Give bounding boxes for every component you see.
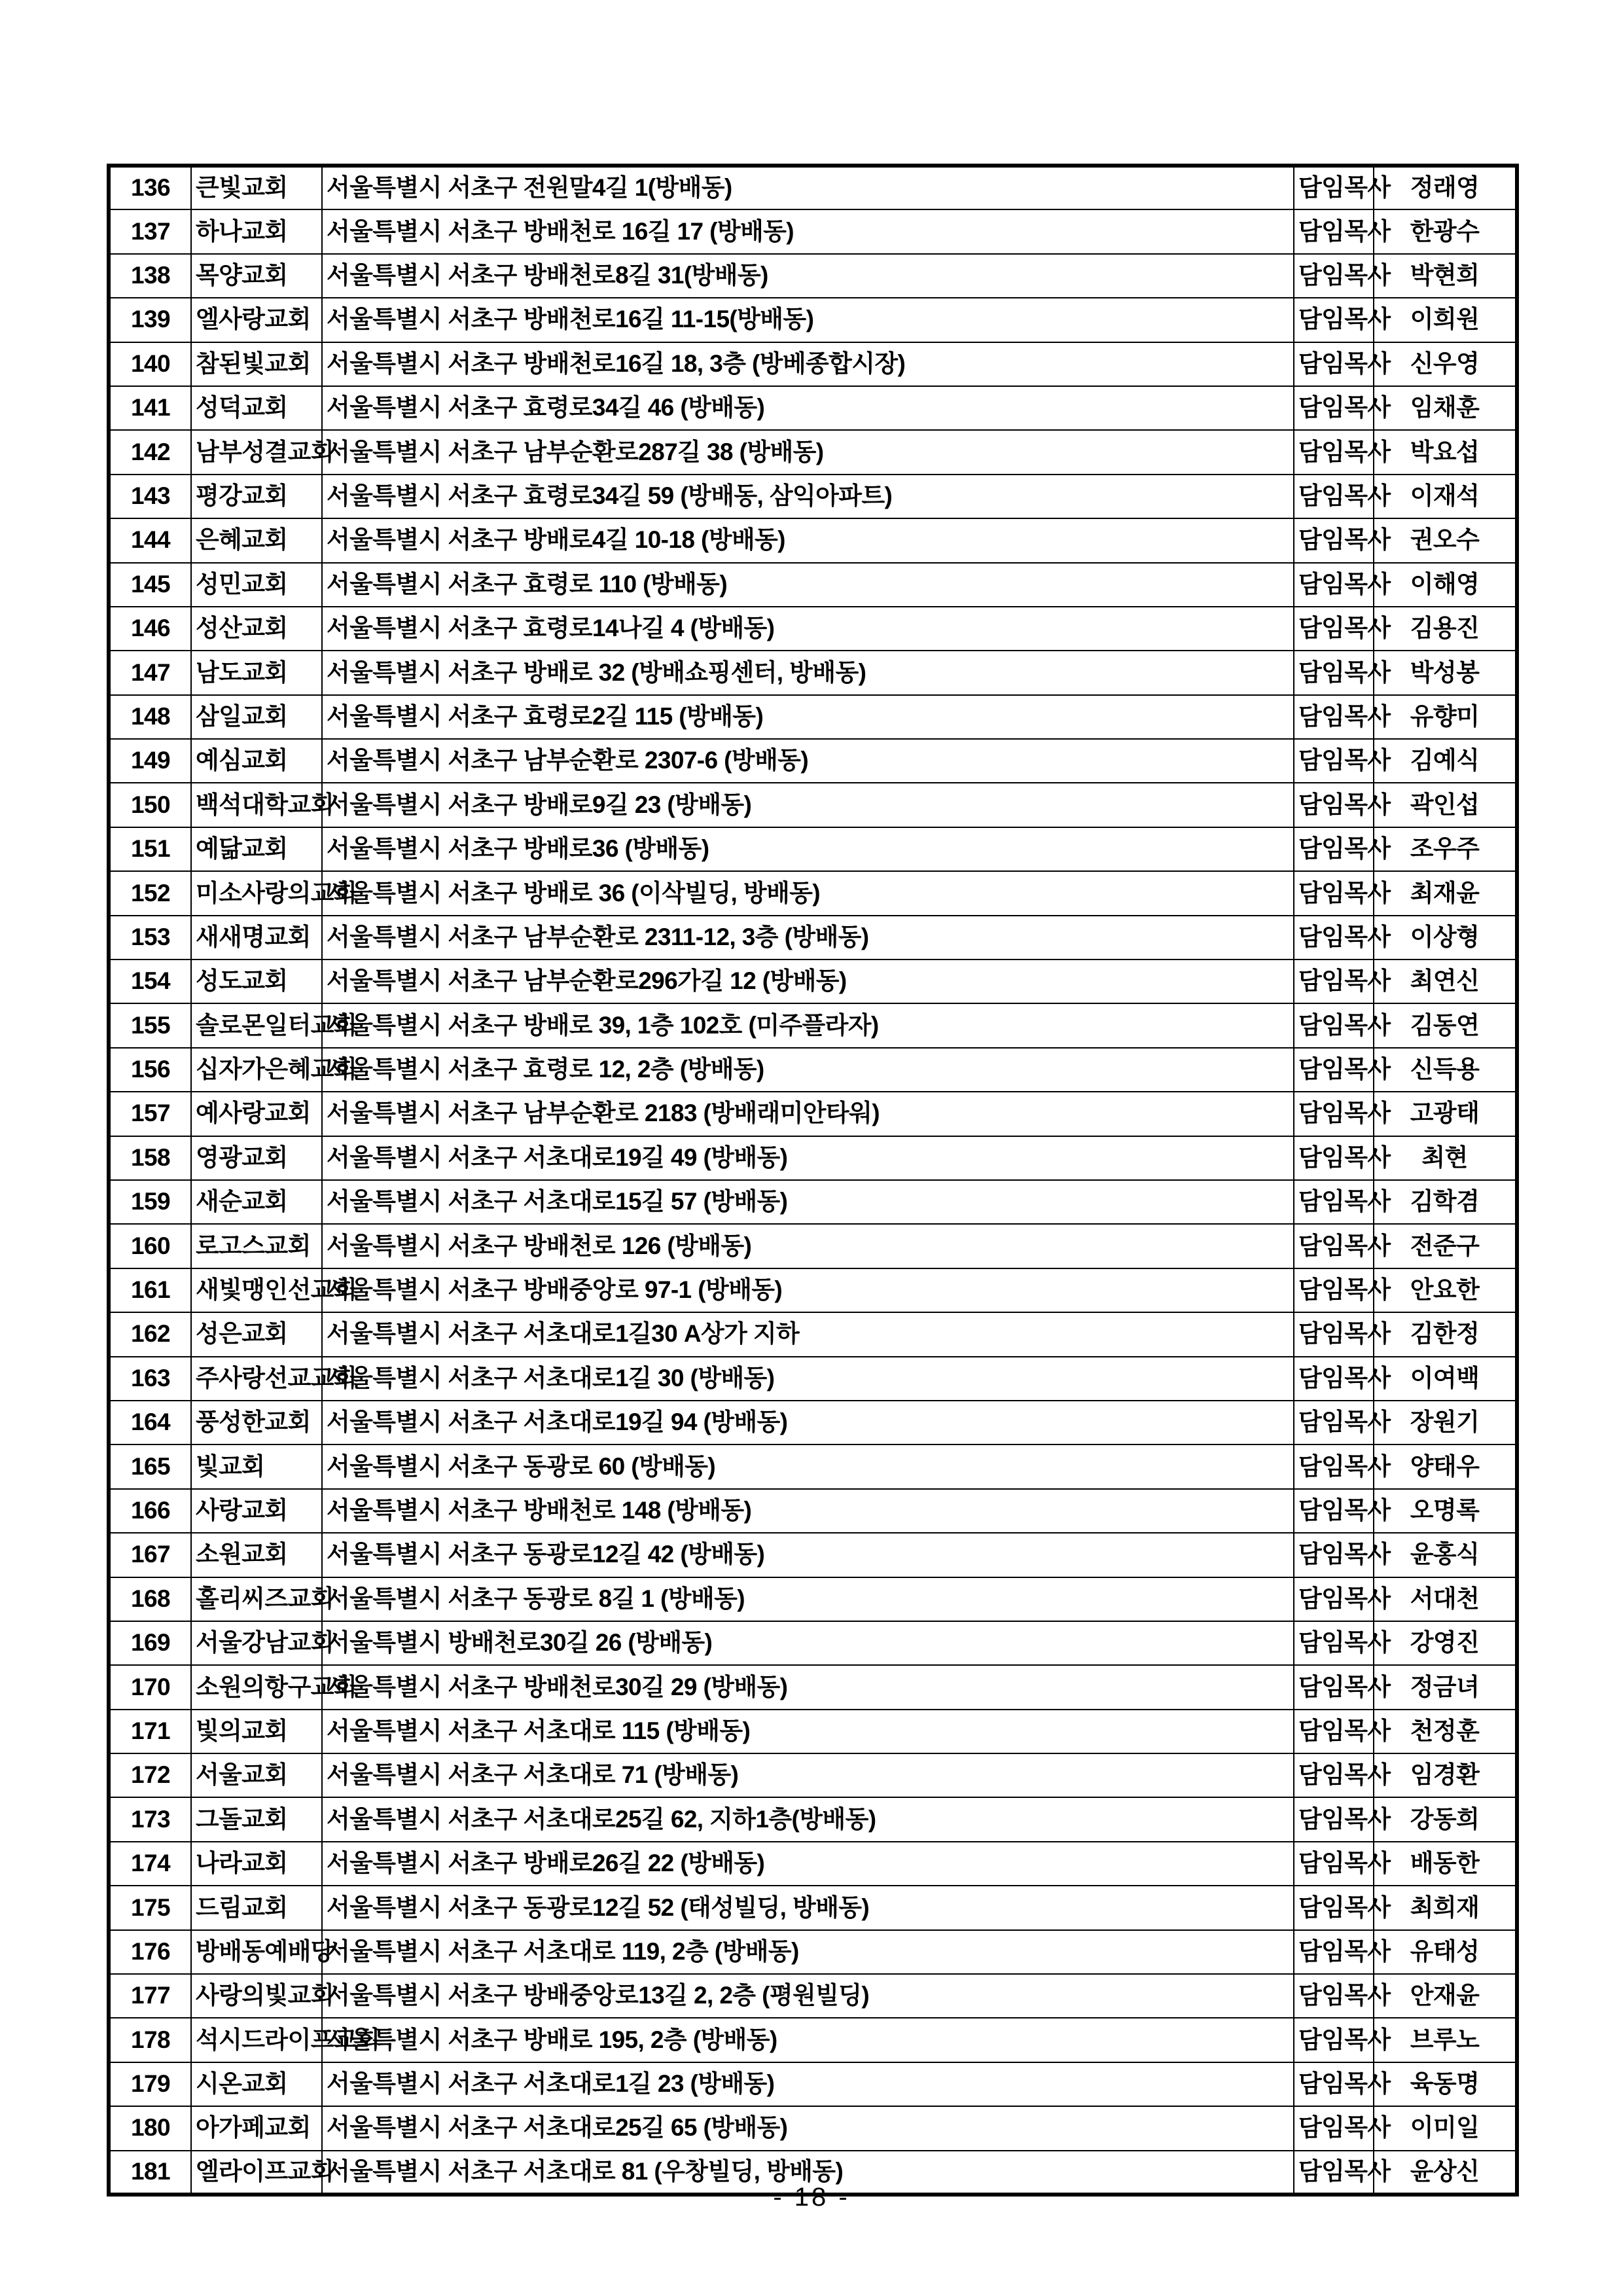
church-name-cell: 남도교회	[191, 651, 322, 694]
pastor-title-cell: 담임목사	[1294, 298, 1374, 342]
pastor-name-cell: 신우영	[1374, 342, 1517, 386]
table-row	[109, 475, 1517, 518]
table-row	[109, 1136, 1517, 1180]
pastor-name-cell: 이희원	[1374, 298, 1517, 342]
pastor-name-cell: 안재윤	[1374, 1974, 1517, 2018]
church-directory-body	[109, 166, 1517, 2195]
row-number-cell: 141	[109, 386, 191, 430]
pastor-title-cell: 담임목사	[1294, 166, 1374, 209]
church-address-cell: 서울특별시 서초구 전원말4길 1(방배동)	[322, 166, 1294, 209]
pastor-name-cell: 유태성	[1374, 1930, 1517, 1974]
church-address-cell: 서울특별시 서초구 서초대로 81 (우창빌딩, 방배동)	[322, 2151, 1294, 2195]
church-address-cell: 서울특별시 서초구 방배중앙로 97-1 (방배동)	[322, 1268, 1294, 1312]
table-row	[109, 430, 1517, 474]
church-address-cell: 서울특별시 서초구 남부순환로287길 38 (방배동)	[322, 430, 1294, 474]
pastor-name-cell: 천정훈	[1374, 1710, 1517, 1753]
table-row	[109, 739, 1517, 783]
pastor-title-cell: 담임목사	[1294, 1797, 1374, 1841]
pastor-title-cell: 담임목사	[1294, 695, 1374, 739]
row-number-cell: 146	[109, 607, 191, 651]
pastor-name-cell: 이미일	[1374, 2106, 1517, 2150]
row-number-cell: 177	[109, 1974, 191, 2018]
pastor-title-cell: 담임목사	[1294, 342, 1374, 386]
table-row	[109, 2062, 1517, 2106]
church-address-cell: 서울특별시 서초구 서초대로25길 62, 지하1층(방배동)	[322, 1797, 1294, 1841]
pastor-name-cell: 브루노	[1374, 2018, 1517, 2062]
row-number-cell: 155	[109, 1003, 191, 1047]
row-number-cell: 136	[109, 166, 191, 209]
table-row	[109, 1048, 1517, 1092]
table-row	[109, 1886, 1517, 1929]
church-name-cell: 소원교회	[191, 1533, 322, 1577]
table-row	[109, 1092, 1517, 1136]
pastor-name-cell: 이여백	[1374, 1357, 1517, 1401]
pastor-name-cell: 김동연	[1374, 1003, 1517, 1047]
church-address-cell: 서울특별시 서초구 서초대로 71 (방배동)	[322, 1753, 1294, 1797]
table-row	[109, 1224, 1517, 1268]
church-address-cell: 서울특별시 서초구 남부순환로 2183 (방배래미안타워)	[322, 1092, 1294, 1136]
pastor-name-cell: 강동희	[1374, 1797, 1517, 1841]
table-row	[109, 1797, 1517, 1841]
church-name-cell: 예심교회	[191, 739, 322, 783]
row-number-cell: 171	[109, 1710, 191, 1753]
church-address-cell: 서울특별시 서초구 효령로 12, 2층 (방배동)	[322, 1048, 1294, 1092]
church-name-cell: 엘사랑교회	[191, 298, 322, 342]
row-number-cell: 158	[109, 1136, 191, 1180]
church-name-cell: 빛교회	[191, 1444, 322, 1488]
pastor-title-cell: 담임목사	[1294, 209, 1374, 253]
pastor-title-cell: 담임목사	[1294, 1621, 1374, 1665]
row-number-cell: 178	[109, 2018, 191, 2062]
church-address-cell: 서울특별시 방배천로30길 26 (방배동)	[322, 1621, 1294, 1665]
pastor-name-cell: 곽인섭	[1374, 783, 1517, 827]
row-number-cell: 148	[109, 695, 191, 739]
church-name-cell: 하나교회	[191, 209, 322, 253]
table-row	[109, 1621, 1517, 1665]
pastor-title-cell: 담임목사	[1294, 916, 1374, 960]
row-number-cell: 169	[109, 1621, 191, 1665]
pastor-name-cell: 김용진	[1374, 607, 1517, 651]
row-number-cell: 140	[109, 342, 191, 386]
church-name-cell: 석시드라이프교회	[191, 2018, 322, 2062]
pastor-title-cell: 담임목사	[1294, 1753, 1374, 1797]
table-row	[109, 342, 1517, 386]
pastor-name-cell: 임경환	[1374, 1753, 1517, 1797]
church-address-cell: 서울특별시 서초구 서초대로 115 (방배동)	[322, 1710, 1294, 1753]
pastor-title-cell: 담임목사	[1294, 1268, 1374, 1312]
church-address-cell: 서울특별시 서초구 방배천로8길 31(방배동)	[322, 254, 1294, 298]
pastor-title-cell: 담임목사	[1294, 960, 1374, 1003]
pastor-name-cell: 유향미	[1374, 695, 1517, 739]
table-row	[109, 783, 1517, 827]
row-number-cell: 144	[109, 518, 191, 562]
pastor-title-cell: 담임목사	[1294, 563, 1374, 607]
church-address-cell: 서울특별시 서초구 방배천로 126 (방배동)	[322, 1224, 1294, 1268]
church-address-cell: 서울특별시 서초구 동광로12길 42 (방배동)	[322, 1533, 1294, 1577]
pastor-title-cell: 담임목사	[1294, 2106, 1374, 2150]
row-number-cell: 164	[109, 1401, 191, 1444]
table-row	[109, 607, 1517, 651]
row-number-cell: 162	[109, 1312, 191, 1356]
pastor-name-cell: 권오수	[1374, 518, 1517, 562]
pastor-name-cell: 이상형	[1374, 916, 1517, 960]
table-row	[109, 1444, 1517, 1488]
row-number-cell: 181	[109, 2151, 191, 2195]
pastor-name-cell: 이재석	[1374, 475, 1517, 518]
church-name-cell: 나라교회	[191, 1842, 322, 1886]
pastor-title-cell: 담임목사	[1294, 783, 1374, 827]
pastor-name-cell: 서대천	[1374, 1577, 1517, 1621]
church-address-cell: 서울특별시 서초구 방배천로16길 11-15(방배동)	[322, 298, 1294, 342]
row-number-cell: 142	[109, 430, 191, 474]
pastor-title-cell: 담임목사	[1294, 827, 1374, 871]
pastor-title-cell: 담임목사	[1294, 518, 1374, 562]
church-directory-table	[107, 164, 1519, 2197]
pastor-title-cell: 담임목사	[1294, 1444, 1374, 1488]
pastor-name-cell: 이해영	[1374, 563, 1517, 607]
pastor-title-cell: 담임목사	[1294, 1842, 1374, 1886]
pastor-name-cell: 최현	[1374, 1136, 1517, 1180]
table-row	[109, 1401, 1517, 1444]
page-number: - 18 -	[773, 2183, 850, 2212]
row-number-cell: 160	[109, 1224, 191, 1268]
row-number-cell: 176	[109, 1930, 191, 1974]
church-address-cell: 서울특별시 서초구 남부순환로296가길 12 (방배동)	[322, 960, 1294, 1003]
pastor-title-cell: 담임목사	[1294, 254, 1374, 298]
pastor-name-cell: 오명록	[1374, 1489, 1517, 1533]
church-name-cell: 아가페교회	[191, 2106, 322, 2150]
pastor-title-cell: 담임목사	[1294, 1092, 1374, 1136]
church-name-cell: 평강교회	[191, 475, 322, 518]
pastor-name-cell: 최재윤	[1374, 871, 1517, 915]
church-name-cell: 성덕교회	[191, 386, 322, 430]
pastor-title-cell: 담임목사	[1294, 1312, 1374, 1356]
table-row	[109, 1665, 1517, 1709]
church-name-cell: 새새명교회	[191, 916, 322, 960]
pastor-name-cell: 장원기	[1374, 1401, 1517, 1444]
church-name-cell: 참된빛교회	[191, 342, 322, 386]
pastor-title-cell: 담임목사	[1294, 1003, 1374, 1047]
table-row	[109, 827, 1517, 871]
pastor-name-cell: 임채훈	[1374, 386, 1517, 430]
table-row	[109, 960, 1517, 1003]
pastor-name-cell: 안요한	[1374, 1268, 1517, 1312]
church-address-cell: 서울특별시 서초구 방배천로 16길 17 (방배동)	[322, 209, 1294, 253]
church-address-cell: 서울특별시 서초구 서초대로19길 49 (방배동)	[322, 1136, 1294, 1180]
row-number-cell: 150	[109, 783, 191, 827]
pastor-title-cell: 담임목사	[1294, 1224, 1374, 1268]
church-name-cell: 삼일교회	[191, 695, 322, 739]
table-row	[109, 386, 1517, 430]
church-name-cell: 새순교회	[191, 1180, 322, 1224]
row-number-cell: 149	[109, 739, 191, 783]
church-name-cell: 목양교회	[191, 254, 322, 298]
table-row	[109, 1312, 1517, 1356]
church-name-cell: 사랑교회	[191, 1489, 322, 1533]
church-name-cell: 서울교회	[191, 1753, 322, 1797]
table-row	[109, 871, 1517, 915]
row-number-cell: 172	[109, 1753, 191, 1797]
row-number-cell: 139	[109, 298, 191, 342]
church-name-cell: 성민교회	[191, 563, 322, 607]
church-name-cell: 백석대학교회	[191, 783, 322, 827]
church-address-cell: 서울특별시 서초구 방배로4길 10-18 (방배동)	[322, 518, 1294, 562]
church-name-cell: 영광교회	[191, 1136, 322, 1180]
church-directory-table-wrapper	[107, 164, 1515, 2197]
church-name-cell: 드림교회	[191, 1886, 322, 1929]
table-row	[109, 1753, 1517, 1797]
row-number-cell: 138	[109, 254, 191, 298]
pastor-title-cell: 담임목사	[1294, 430, 1374, 474]
pastor-title-cell: 담임목사	[1294, 1136, 1374, 1180]
pastor-name-cell: 김예식	[1374, 739, 1517, 783]
church-address-cell: 서울특별시 서초구 방배중앙로13길 2, 2층 (평원빌딩)	[322, 1974, 1294, 2018]
table-row	[109, 695, 1517, 739]
row-number-cell: 179	[109, 2062, 191, 2106]
row-number-cell: 157	[109, 1092, 191, 1136]
pastor-name-cell: 강영진	[1374, 1621, 1517, 1665]
church-address-cell: 서울특별시 서초구 방배로36 (방배동)	[322, 827, 1294, 871]
church-name-cell: 큰빛교회	[191, 166, 322, 209]
church-address-cell: 서울특별시 서초구 효령로2길 115 (방배동)	[322, 695, 1294, 739]
row-number-cell: 163	[109, 1357, 191, 1401]
pastor-name-cell: 조우주	[1374, 827, 1517, 871]
row-number-cell: 175	[109, 1886, 191, 1929]
church-name-cell: 로고스교회	[191, 1224, 322, 1268]
pastor-name-cell: 신득용	[1374, 1048, 1517, 1092]
church-address-cell: 서울특별시 서초구 방배로 36 (이삭빌딩, 방배동)	[322, 871, 1294, 915]
church-name-cell: 시온교회	[191, 2062, 322, 2106]
pastor-name-cell: 고광태	[1374, 1092, 1517, 1136]
pastor-name-cell: 양태우	[1374, 1444, 1517, 1488]
church-address-cell: 서울특별시 서초구 방배로 32 (방배쇼핑센터, 방배동)	[322, 651, 1294, 694]
church-address-cell: 서울특별시 서초구 서초대로1길 23 (방배동)	[322, 2062, 1294, 2106]
church-name-cell: 그돌교회	[191, 1797, 322, 1841]
row-number-cell: 165	[109, 1444, 191, 1488]
row-number-cell: 152	[109, 871, 191, 915]
church-name-cell: 방배동예배당	[191, 1930, 322, 1974]
church-name-cell: 사랑의빛교회	[191, 1974, 322, 2018]
church-name-cell: 성도교회	[191, 960, 322, 1003]
church-name-cell: 남부성결교회	[191, 430, 322, 474]
pastor-name-cell: 전준구	[1374, 1224, 1517, 1268]
church-name-cell: 풍성한교회	[191, 1401, 322, 1444]
church-address-cell: 서울특별시 서초구 서초대로1길 30 (방배동)	[322, 1357, 1294, 1401]
pastor-title-cell: 담임목사	[1294, 1401, 1374, 1444]
church-address-cell: 서울특별시 서초구 서초대로19길 94 (방배동)	[322, 1401, 1294, 1444]
row-number-cell: 143	[109, 475, 191, 518]
church-address-cell: 서울특별시 서초구 동광로12길 52 (태성빌딩, 방배동)	[322, 1886, 1294, 1929]
row-number-cell: 161	[109, 1268, 191, 1312]
church-address-cell: 서울특별시 서초구 방배천로30길 29 (방배동)	[322, 1665, 1294, 1709]
pastor-title-cell: 담임목사	[1294, 871, 1374, 915]
church-address-cell: 서울특별시 서초구 서초대로25길 65 (방배동)	[322, 2106, 1294, 2150]
pastor-title-cell: 담임목사	[1294, 2062, 1374, 2106]
church-name-cell: 빛의교회	[191, 1710, 322, 1753]
pastor-title-cell: 담임목사	[1294, 607, 1374, 651]
pastor-title-cell: 담임목사	[1294, 475, 1374, 518]
row-number-cell: 180	[109, 2106, 191, 2150]
pastor-name-cell: 정금녀	[1374, 1665, 1517, 1709]
pastor-name-cell: 최연신	[1374, 960, 1517, 1003]
row-number-cell: 167	[109, 1533, 191, 1577]
pastor-title-cell: 담임목사	[1294, 1048, 1374, 1092]
church-address-cell: 서울특별시 서초구 남부순환로 2311-12, 3층 (방배동)	[322, 916, 1294, 960]
church-name-cell: 서울강남교회	[191, 1621, 322, 1665]
table-row	[109, 1533, 1517, 1577]
pastor-name-cell: 김한정	[1374, 1312, 1517, 1356]
pastor-title-cell: 담임목사	[1294, 651, 1374, 694]
church-address-cell: 서울특별시 서초구 동광로 60 (방배동)	[322, 1444, 1294, 1488]
pastor-title-cell: 담임목사	[1294, 1577, 1374, 1621]
church-address-cell: 서울특별시 서초구 서초대로 119, 2층 (방배동)	[322, 1930, 1294, 1974]
church-address-cell: 서울특별시 서초구 효령로 110 (방배동)	[322, 563, 1294, 607]
table-row	[109, 254, 1517, 298]
church-name-cell: 예사랑교회	[191, 1092, 322, 1136]
table-row	[109, 1268, 1517, 1312]
row-number-cell: 173	[109, 1797, 191, 1841]
church-name-cell: 새빛맹인선교회	[191, 1268, 322, 1312]
pastor-title-cell: 담임목사	[1294, 386, 1374, 430]
church-name-cell: 예닮교회	[191, 827, 322, 871]
table-row	[109, 1842, 1517, 1886]
church-address-cell: 서울특별시 서초구 효령로14나길 4 (방배동)	[322, 607, 1294, 651]
table-row	[109, 563, 1517, 607]
church-address-cell: 서울특별시 서초구 서초대로1길30 A상가 지하	[322, 1312, 1294, 1356]
church-address-cell: 서울특별시 서초구 동광로 8길 1 (방배동)	[322, 1577, 1294, 1621]
pastor-name-cell: 한광수	[1374, 209, 1517, 253]
church-name-cell: 성산교회	[191, 607, 322, 651]
pastor-title-cell: 담임목사	[1294, 739, 1374, 783]
pastor-name-cell: 윤홍식	[1374, 1533, 1517, 1577]
table-row	[109, 1003, 1517, 1047]
church-address-cell: 서울특별시 서초구 방배로 39, 1층 102호 (미주플라자)	[322, 1003, 1294, 1047]
pastor-title-cell: 담임목사	[1294, 1710, 1374, 1753]
pastor-title-cell: 담임목사	[1294, 1665, 1374, 1709]
table-row	[109, 518, 1517, 562]
pastor-name-cell: 김학겸	[1374, 1180, 1517, 1224]
table-row	[109, 1489, 1517, 1533]
church-address-cell: 서울특별시 서초구 서초대로15길 57 (방배동)	[322, 1180, 1294, 1224]
pastor-title-cell: 담임목사	[1294, 1180, 1374, 1224]
row-number-cell: 137	[109, 209, 191, 253]
church-name-cell: 솔로몬일터교회	[191, 1003, 322, 1047]
table-row	[109, 2018, 1517, 2062]
pastor-name-cell: 정래영	[1374, 166, 1517, 209]
church-name-cell: 성은교회	[191, 1312, 322, 1356]
table-row	[109, 2106, 1517, 2150]
church-name-cell: 소원의항구교회	[191, 1665, 322, 1709]
pastor-title-cell: 담임목사	[1294, 1974, 1374, 2018]
row-number-cell: 156	[109, 1048, 191, 1092]
pastor-name-cell: 박성봉	[1374, 651, 1517, 694]
row-number-cell: 151	[109, 827, 191, 871]
pastor-name-cell: 박현희	[1374, 254, 1517, 298]
church-name-cell: 엘라이프교회	[191, 2151, 322, 2195]
table-row	[109, 1710, 1517, 1753]
church-name-cell: 미소사랑의교회	[191, 871, 322, 915]
church-address-cell: 서울특별시 서초구 효령로34길 46 (방배동)	[322, 386, 1294, 430]
table-row	[109, 1357, 1517, 1401]
church-address-cell: 서울특별시 서초구 방배천로 148 (방배동)	[322, 1489, 1294, 1533]
pastor-title-cell: 담임목사	[1294, 1533, 1374, 1577]
church-address-cell: 서울특별시 서초구 방배천로16길 18, 3층 (방베종합시장)	[322, 342, 1294, 386]
church-name-cell: 홀리씨즈교회	[191, 1577, 322, 1621]
table-row	[109, 166, 1517, 209]
pastor-name-cell: 육동명	[1374, 2062, 1517, 2106]
pastor-title-cell: 담임목사	[1294, 2018, 1374, 2062]
row-number-cell: 170	[109, 1665, 191, 1709]
table-row	[109, 916, 1517, 960]
pastor-title-cell: 담임목사	[1294, 1886, 1374, 1929]
pastor-title-cell: 담임목사	[1294, 1357, 1374, 1401]
church-address-cell: 서울특별시 서초구 방배로9길 23 (방배동)	[322, 783, 1294, 827]
table-row	[109, 651, 1517, 694]
row-number-cell: 166	[109, 1489, 191, 1533]
row-number-cell: 145	[109, 563, 191, 607]
row-number-cell: 168	[109, 1577, 191, 1621]
church-name-cell: 은혜교회	[191, 518, 322, 562]
row-number-cell: 174	[109, 1842, 191, 1886]
row-number-cell: 159	[109, 1180, 191, 1224]
church-name-cell: 주사랑선교교회	[191, 1357, 322, 1401]
church-address-cell: 서울특별시 서초구 남부순환로 2307-6 (방배동)	[322, 739, 1294, 783]
table-row	[109, 1180, 1517, 1224]
pastor-title-cell: 담임목사	[1294, 1489, 1374, 1533]
row-number-cell: 153	[109, 916, 191, 960]
table-row	[109, 1974, 1517, 2018]
table-row	[109, 209, 1517, 253]
church-address-cell: 서울특별시 서초구 방배로 195, 2층 (방배동)	[322, 2018, 1294, 2062]
pastor-name-cell: 배동한	[1374, 1842, 1517, 1886]
church-address-cell: 서울특별시 서초구 방배로26길 22 (방배동)	[322, 1842, 1294, 1886]
pastor-title-cell: 담임목사	[1294, 2151, 1374, 2195]
pastor-name-cell: 박요섭	[1374, 430, 1517, 474]
table-row	[109, 298, 1517, 342]
pastor-name-cell: 최희재	[1374, 1886, 1517, 1929]
table-row	[109, 1930, 1517, 1974]
row-number-cell: 154	[109, 960, 191, 1003]
row-number-cell: 147	[109, 651, 191, 694]
table-row	[109, 1577, 1517, 1621]
pastor-name-cell: 윤상신	[1374, 2151, 1517, 2195]
pastor-title-cell: 담임목사	[1294, 1930, 1374, 1974]
church-address-cell: 서울특별시 서초구 효령로34길 59 (방배동, 삼익아파트)	[322, 475, 1294, 518]
church-name-cell: 십자가은혜교회	[191, 1048, 322, 1092]
